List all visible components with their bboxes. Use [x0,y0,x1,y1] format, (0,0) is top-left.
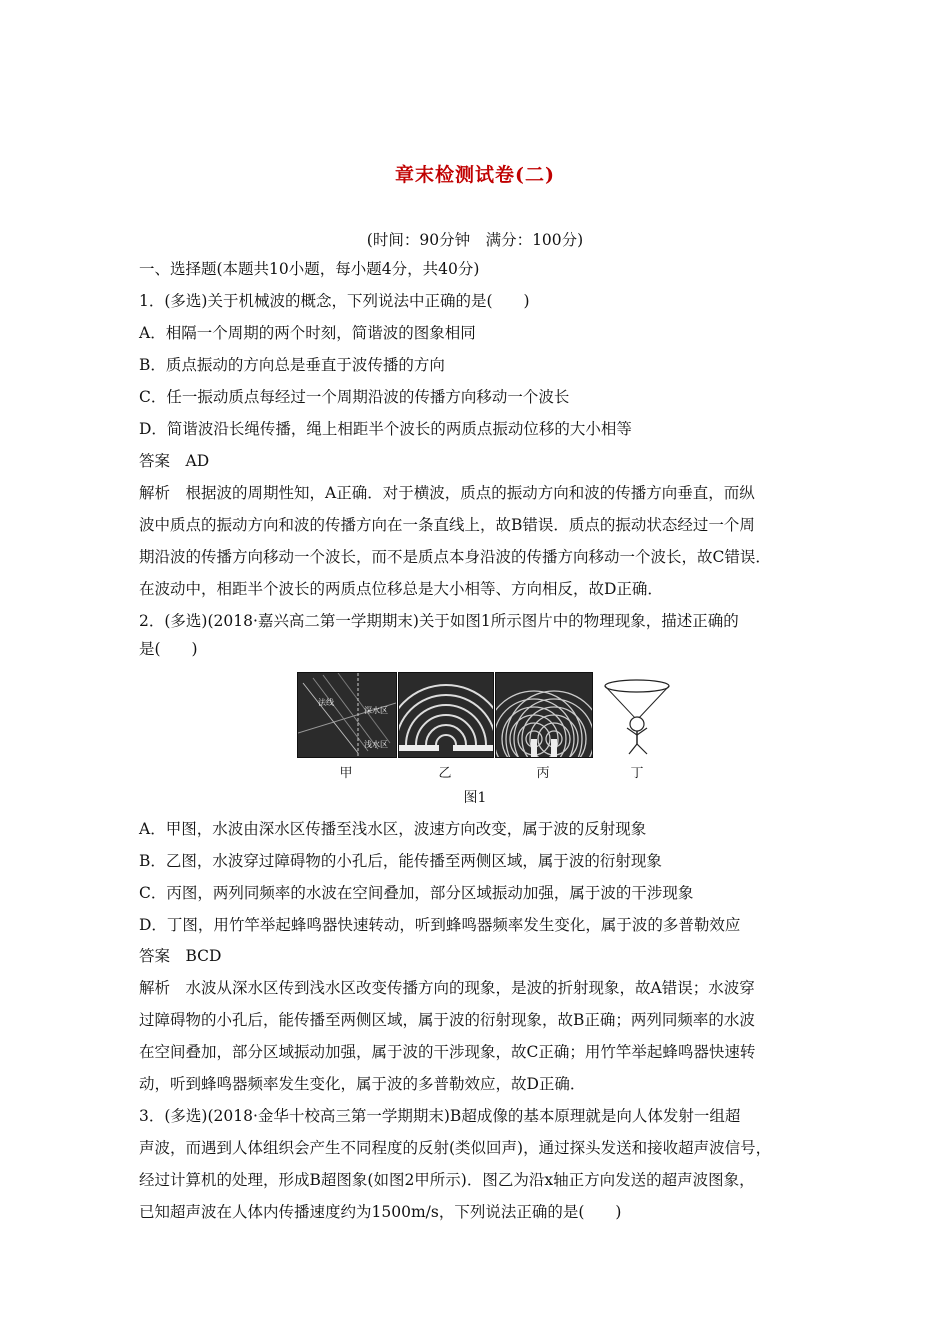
q1-analysis-line: 在波动中，相距半个波长的两质点位移总是大小相等、方向相反，故D正确． [139,580,663,598]
q1-analysis-line: 期沿波的传播方向移动一个波长，而不是质点本身沿波的传播方向移动一个波长，故C错误． [139,548,771,566]
q1-answer: 答案 AD [139,452,210,470]
figure-caption: 图1 [463,790,487,806]
q1-option-b: B．质点振动的方向总是垂直于波传播的方向 [139,356,445,374]
q2-analysis-line: 解析 水波从深水区传到浅水区改变传播方向的现象，是波的折射现象，故A错误；水波穿 [139,979,755,997]
q3-stem-line: 经过计算机的处理，形成B超图象(如图2甲所示)．图乙为沿x轴正方向发送的超声波图象， [139,1171,755,1189]
figure-label-yi: 乙 [438,766,452,781]
q2-analysis-line: 过障碍物的小孔后，能传播至两侧区域，属于波的衍射现象，故B正确；两列同频率的水波 [139,1011,755,1029]
q1-option-d: D．简谐波沿长绳传播，绳上相距半个波长的两质点振动位移的大小相等 [139,420,632,438]
exam-meta: (时间：90分钟 满分：100分) [366,231,584,249]
figure-label-ding: 丁 [630,766,644,781]
figure-1 [297,672,677,782]
q2-stem-line: 2．(多选)(2018·嘉兴高二第一学期期末)关于如图1所示图片中的物理现象，描述正确的 [139,612,739,630]
q1-analysis-line: 解析 根据波的周期性知，A正确．对于横波，质点的振动方向和波的传播方向垂直，而纵 [139,484,755,502]
page-title: 章末检测试卷(二) [395,164,555,186]
figure-panel-ding [597,672,677,756]
q1-analysis-line: 波中质点的振动方向和波的传播方向在一条直线上，故B错误．质点的振动状态经过一个周 [139,516,755,534]
q2-stem-line: 是( ) [139,640,198,658]
q1-option-c: C．任一振动质点每经过一个周期沿波的传播方向移动一个波长 [139,388,570,406]
q2-answer: 答案 BCD [139,947,222,965]
interference-image [496,673,592,757]
q3-stem-line: 3．(多选)(2018·金华十校高三第一学期期末)B超成像的基本原理就是向人体发射一组超 [139,1107,741,1125]
figure-panel-bing [495,672,593,758]
q2-analysis-line: 动，听到蜂鸣器频率发生变化，属于波的多普勒效应，故D正确． [139,1075,586,1093]
q2-analysis-line: 在空间叠加，部分区域振动加强，属于波的干涉现象，故C正确；用竹竿举起蜂鸣器快速转 [139,1043,756,1061]
normal-line-label: 法线 [318,698,334,707]
q3-stem-line: 已知超声波在人体内传播速度约为1500m/s，下列说法正确的是( ) [139,1203,622,1221]
figure-panel-yi [398,672,494,758]
q3-stem-line: 声波，而遇到人体组织会产生不同程度的反射(类似回声)，通过探头发送和接收超声波信号， [139,1139,772,1157]
deep-water-label: 深水区 [364,706,388,715]
diffraction-image [399,673,493,757]
q1-stem: 1．(多选)关于机械波的概念，下列说法中正确的是( ) [139,292,530,310]
q2-option-a: A．甲图，水波由深水区传播至浅水区，波速方向改变，属于波的反射现象 [139,820,647,838]
shallow-water-label: 浅水区 [364,740,388,749]
q1-option-a: A．相隔一个周期的两个时刻，简谐波的图象相同 [139,324,476,342]
doppler-drawing [597,672,677,756]
figure-label-bing: 丙 [536,766,550,781]
figure-label-jia: 甲 [339,766,353,781]
q2-option-b: B．乙图，水波穿过障碍物的小孔后，能传播至两侧区域，属于波的衍射现象 [139,852,662,870]
figure-panel-jia [297,672,397,758]
section-heading: 一、选择题(本题共10小题，每小题4分，共40分) [139,260,480,278]
q2-option-d: D．丁图，用竹竿举起蜂鸣器快速转动，听到蜂鸣器频率发生变化，属于波的多普勒效应 [139,916,741,934]
q2-option-c: C．丙图，两列同频率的水波在空间叠加，部分区域振动加强，属于波的干涉现象 [139,884,694,902]
